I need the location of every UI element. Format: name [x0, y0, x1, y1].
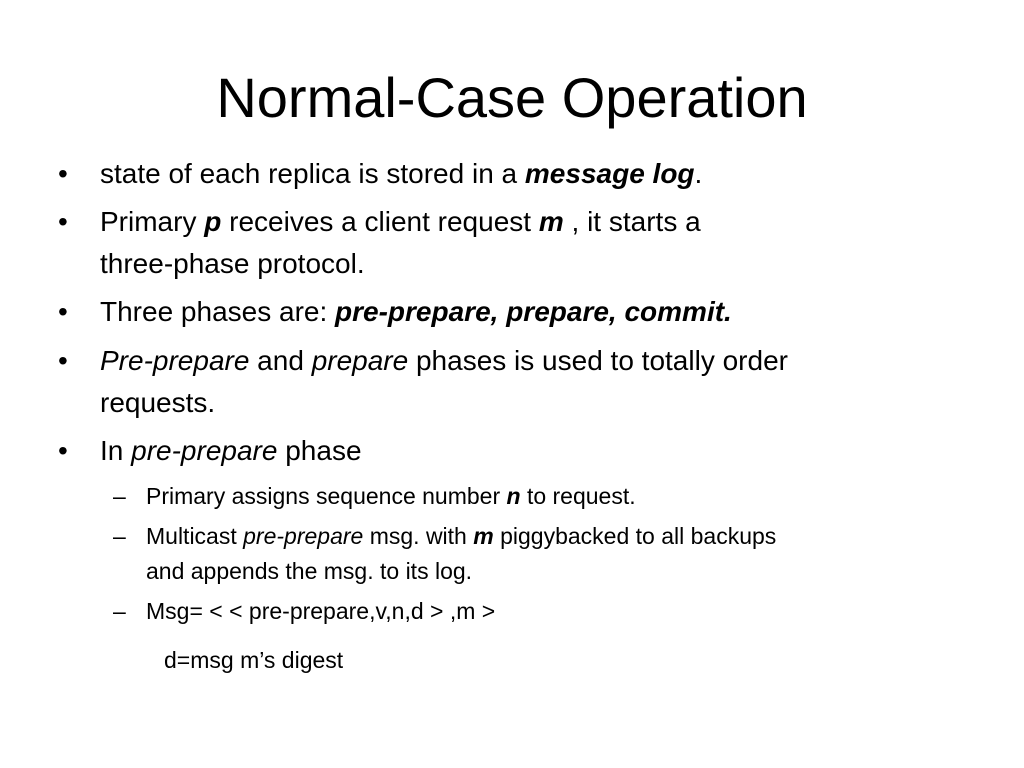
- digest-note: d=msg m’s digest: [164, 647, 344, 673]
- bullet-primary-receives-continuation: three-phase protocol.: [100, 248, 365, 279]
- text-run: .: [694, 158, 703, 189]
- text-run: state of each replica is stored in a: [100, 158, 525, 189]
- text-run: Primary: [100, 206, 205, 237]
- text-run: to request.: [520, 483, 636, 509]
- sub-bullet-marker: –: [113, 483, 126, 509]
- emphasis-prepare: prepare: [311, 345, 409, 376]
- emphasis-pre-prepare: pre-prepare: [131, 435, 278, 466]
- emphasis-message-log: message log: [524, 158, 695, 189]
- text-run: piggybacked to all backups: [493, 523, 777, 549]
- text-run: and: [249, 345, 312, 376]
- text-run: receives a client request: [221, 206, 539, 237]
- sub-bullet-multicast: [146, 522, 776, 550]
- text-run: Msg= < < pre-prepare,v,n,d > ,m >: [146, 598, 496, 624]
- emphasis-n: n: [506, 483, 521, 509]
- sub-bullet-sequence-number: [146, 482, 636, 510]
- bullet-primary-receives: [100, 206, 701, 238]
- text-run: Three phases are:: [100, 296, 336, 327]
- text-run: In: [100, 435, 132, 466]
- emphasis-m: m: [473, 523, 494, 549]
- emphasis-pre-prepare: pre-prepare: [243, 523, 364, 549]
- text-run: phases is used to totally order: [408, 345, 788, 376]
- bullet-three-phases: [100, 296, 732, 328]
- text-run: Multicast: [146, 523, 244, 549]
- bullet-marker: •: [58, 158, 68, 189]
- bullet-total-order: [100, 345, 788, 377]
- sub-bullet-marker: –: [113, 523, 126, 549]
- bullet-marker: •: [58, 345, 68, 376]
- bullet-marker: •: [58, 435, 68, 466]
- sub-bullet-multicast-continuation: and appends the msg. to its log.: [146, 558, 473, 584]
- bullet-pre-prepare-phase: [100, 435, 362, 467]
- text-run: msg. with: [363, 523, 474, 549]
- text-run: , it starts a: [563, 206, 701, 237]
- bullet-total-order-continuation: requests.: [100, 387, 216, 418]
- sub-bullet-msg-format: [146, 597, 495, 625]
- text-run: phase: [277, 435, 362, 466]
- sub-bullet-marker: –: [113, 598, 126, 624]
- slide-title: Normal-Case Operation: [216, 66, 808, 129]
- emphasis-m: m: [538, 206, 564, 237]
- emphasis-phase-list: pre-prepare, prepare, commit.: [335, 296, 732, 327]
- bullet-marker: •: [58, 206, 68, 237]
- emphasis-pre-prepare: Pre-prepare: [100, 345, 250, 376]
- text-run: Primary assigns sequence number: [146, 483, 507, 509]
- bullet-marker: •: [58, 296, 68, 327]
- emphasis-p: p: [204, 206, 222, 237]
- bullet-message-log: [100, 158, 702, 190]
